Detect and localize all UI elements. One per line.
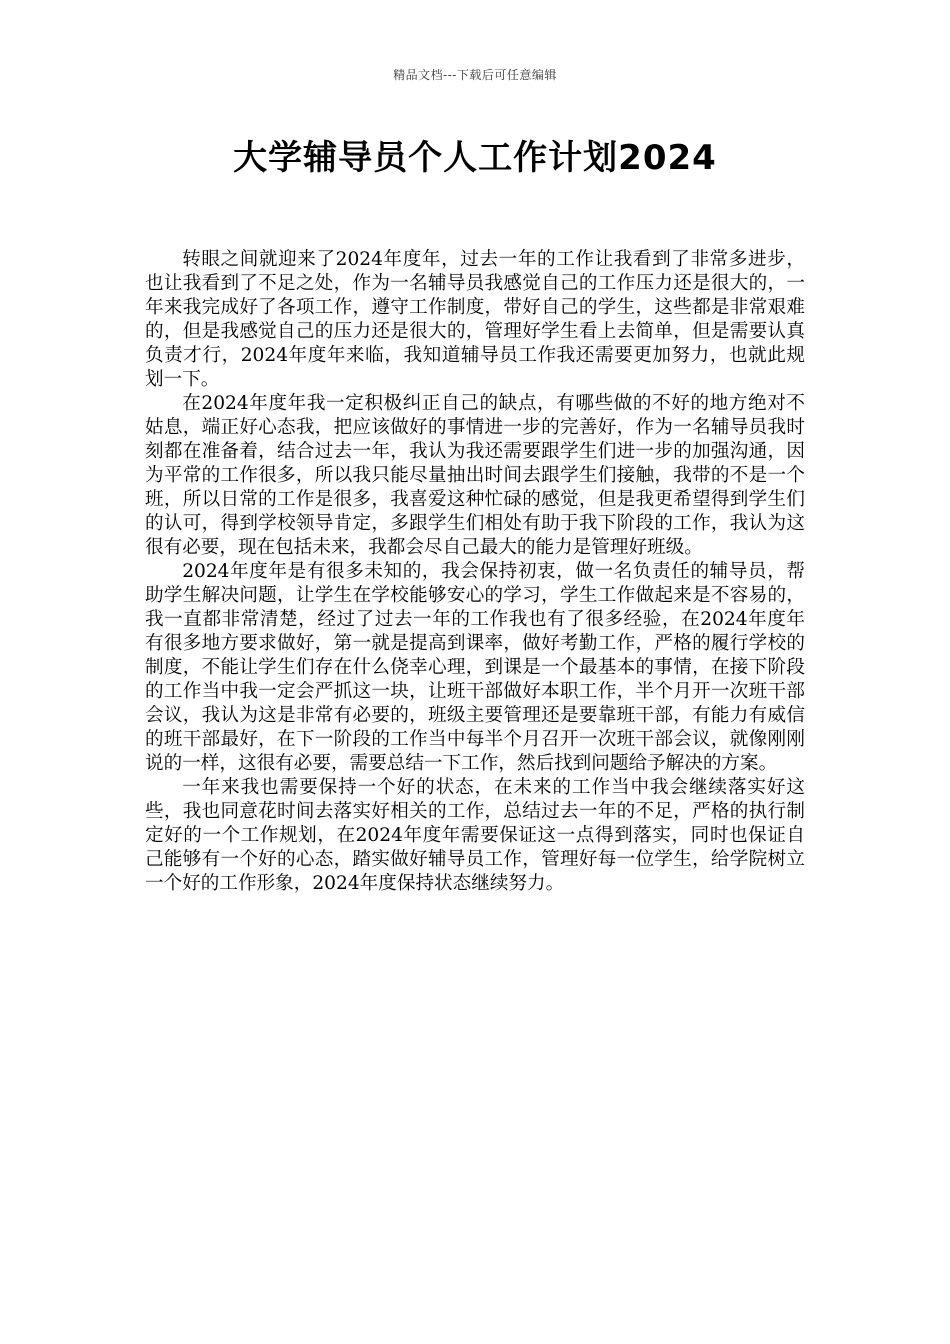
paragraph-2: 在2024年度年我一定积极纠正自己的缺点，有哪些做的不好的地方绝对不姑息，端正好心态我，把应该做好的事情进一步的完善好，作为一名辅导员我时刻都在准备着，结合过去一年，我认为我还需要跟学生们进一步的加强沟通，因为平常的工作很多，所以我只能尽量抽出时间去跟学生们接触，我带的不是一个班，所以日常的工作是很多，我喜爱这种忙碌的感觉，但是我更希望得到学生们的认可，得到学校领导肯定，多跟学生们相处有助于我下阶段的工作，我认为这很有必要，现在包括未来，我都会尽自己最大的能力是管理好班级。 — [145, 393, 805, 558]
paragraph-4: 一年来我也需要保持一个好的状态，在未来的工作当中我会继续落实好这些，我也同意花时间去落实好相关的工作，总结过去一年的不足，严格的执行制定好的一个工作规划，在2024年度年需要保证这一点得到落实，同时也保证自己能够有一个好的心态，踏实做好辅导员工作，管理好每一位学生，给学院树立一个好的工作形象，2024年度保持状态继续努力。 — [145, 777, 805, 894]
paragraph-1: 转眼之间就迎来了2024年度年，过去一年的工作让我看到了非常多进步，也让我看到了不足之处，作为一名辅导员我感觉自己的工作压力还是很大的，一年来我完成好了各项工作，遵守工作制度，带好自己的学生，这些都是非常艰难的，但是我感觉自己的压力还是很大的，管理好学生看上去简单，但是需要认真负责才行，2024年度年来临，我知道辅导员工作我还需要更加努力，也就此规划一下。 — [145, 249, 805, 390]
document-body — [145, 248, 805, 896]
paragraph-3: 2024年度年是有很多未知的，我会保持初衷，做一名负责任的辅导员，帮助学生解决问题，让学生在学校能够安心的学习，学生工作做起来是不容易的，我一直都非常清楚，经过了过去一年的工作我也有了很多经验，在2024年度年有很多地方要求做好，第一就是提高到课率，做好考勤工作，严格的履行学校的制度，不能让学生们存在什么侥幸心理，到课是一个最基本的事情，在接下阶段的工作当中我一定会严抓这一块，让班干部做好本职工作，半个月开一次班干部会议，我认为这是非常有必要的，班级主要管理还是要靠班干部，有能力有威信的班干部最好，在下一阶段的工作当中每半个月召开一次班干部会议，就像刚刚说的一样，这很有必要，需要总结一下工作，然后找到问题给予解决的方案。 — [145, 561, 805, 774]
header-note: 精品文档---下载后可任意编辑 — [393, 68, 557, 82]
document-title: 大学辅导员个人工作计划2024 — [233, 138, 717, 178]
